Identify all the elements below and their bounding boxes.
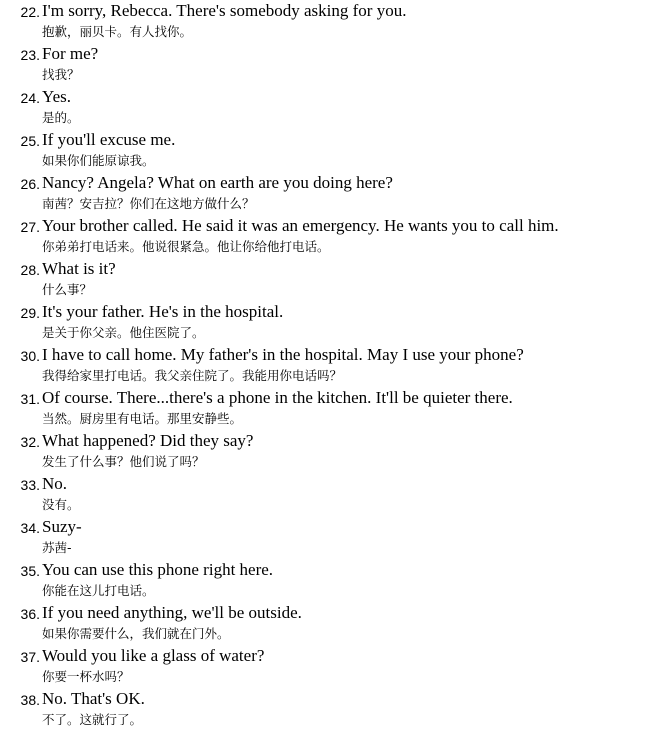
- dialogue-line: [0, 43, 664, 86]
- chinese-translation: 是关于你父亲。他住医院了。: [42, 325, 205, 340]
- english-text: It's your father. He's in the hospital.: [42, 302, 284, 321]
- dialogue-line: [0, 129, 664, 172]
- english-text: Your brother called. He said it was an emergency. He wants you to call him.: [42, 216, 559, 235]
- dialogue-line: [0, 344, 664, 387]
- line-number: 33.: [20, 477, 40, 493]
- english-text: Suzy-: [42, 517, 82, 536]
- line-number: 22.: [20, 4, 40, 20]
- english-text: Of course. There...there's a phone in the kitchen. It'll be quieter there.: [42, 388, 513, 407]
- line-number: 25.: [20, 133, 40, 149]
- dialogue-line: [0, 430, 664, 473]
- english-text: If you'll excuse me.: [42, 130, 176, 149]
- line-number: 38.: [20, 692, 40, 708]
- dialogue-line: [0, 516, 664, 559]
- chinese-translation: 你要一杯水吗？: [42, 669, 130, 684]
- line-number: 30.: [20, 348, 40, 364]
- chinese-translation: 你能在这儿打电话。: [42, 583, 155, 598]
- dialogue-line: [0, 215, 664, 258]
- english-text: No. That's OK.: [42, 689, 145, 708]
- english-text: What is it?: [42, 259, 116, 278]
- chinese-translation: 你弟弟打电话来。他说很紧急。他让你给他打电话。: [42, 239, 330, 254]
- line-number: 27.: [20, 219, 40, 235]
- english-text: If you need anything, we'll be outside.: [42, 603, 302, 622]
- english-text: I have to call home. My father's in the hospital. May I use your phone?: [42, 345, 524, 364]
- line-number: 32.: [20, 434, 40, 450]
- chinese-translation: 什么事？: [42, 282, 93, 297]
- line-number: 36.: [20, 606, 40, 622]
- dialogue-line: [0, 602, 664, 645]
- dialogue-line: [0, 473, 664, 516]
- english-text: For me?: [42, 44, 99, 63]
- chinese-translation: 找我？: [42, 67, 80, 82]
- dialogue-line: [0, 387, 664, 430]
- english-text: Nancy? Angela? What on earth are you doing here?: [42, 173, 393, 192]
- chinese-translation: 苏茜-: [42, 540, 72, 555]
- chinese-translation: 如果你们能原谅我。: [42, 153, 155, 168]
- chinese-translation: 发生了什么事？他们说了吗？: [42, 454, 205, 469]
- chinese-translation: 如果你需要什么，我们就在门外。: [42, 626, 230, 641]
- line-number: 28.: [20, 262, 40, 278]
- dialogue-line: [0, 258, 664, 301]
- line-number: 26.: [20, 176, 40, 192]
- chinese-translation: 当然。厨房里有电话。那里安静些。: [42, 411, 243, 426]
- dialogue-line: [0, 0, 664, 43]
- english-text: What happened? Did they say?: [42, 431, 254, 450]
- line-number: 37.: [20, 649, 40, 665]
- line-number: 35.: [20, 563, 40, 579]
- english-text: Would you like a glass of water?: [42, 646, 265, 665]
- english-text: I'm sorry, Rebecca. There's somebody asking for you.: [42, 1, 407, 20]
- english-text: Yes.: [42, 87, 71, 106]
- line-number: 24.: [20, 90, 40, 106]
- line-number: 34.: [20, 520, 40, 536]
- english-text: No.: [42, 474, 68, 493]
- chinese-translation: 南茜？安吉拉？你们在这地方做什么？: [42, 196, 255, 211]
- english-text: You can use this phone right here.: [42, 560, 274, 579]
- chinese-translation: 抱歉，丽贝卡。有人找你。: [42, 24, 193, 39]
- chinese-translation: 不了。这就行了。: [42, 712, 143, 727]
- chinese-translation: 没有。: [42, 497, 80, 512]
- line-number: 23.: [20, 47, 40, 63]
- dialogue-line: [0, 172, 664, 215]
- dialogue-line: [0, 86, 664, 129]
- dialogue-line: [0, 559, 664, 602]
- chinese-translation: 我得给家里打电话。我父亲住院了。我能用你电话吗？: [42, 368, 343, 383]
- chinese-translation: 是的。: [42, 110, 80, 125]
- line-number: 29.: [20, 305, 40, 321]
- dialogue-line: [0, 688, 664, 731]
- line-number: 31.: [20, 391, 40, 407]
- dialogue-line: [0, 301, 664, 344]
- dialogue-line: [0, 645, 664, 688]
